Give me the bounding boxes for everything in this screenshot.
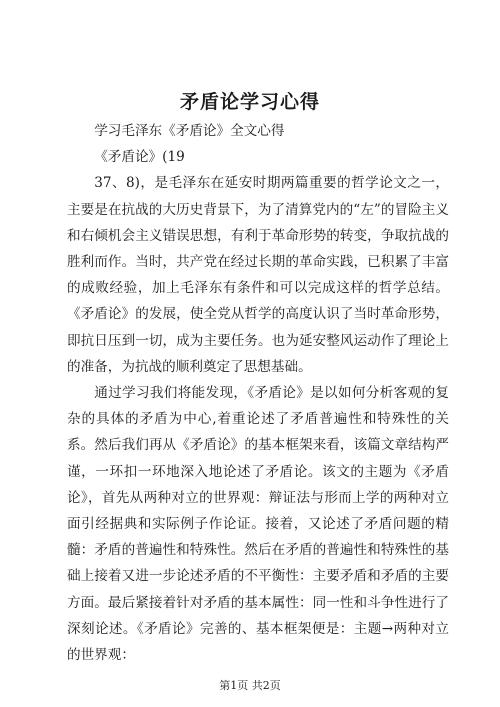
subtitle-line: 学习毛泽东《矛盾论》全文心得 bbox=[94, 123, 285, 139]
paragraph-2: 通过学习我们将能发现，《矛盾论》是以如何分析客观的复杂的具体的矛盾为中心,着重论述了矛盾普遍性和特殊性的关系。然后我们再从《矛盾论》的基本框架来看，该篇文章结构严谨，一环扣一环地深入地论述了矛盾论。该文的主题为《矛盾论》，首先从两种对立的世界观：辩证法与形而上学的两种对立面引经据典和实际例子作论证。接着，又论述了矛盾问题的精髓：矛盾的普遍性和特殊性。然后在矛盾的普遍性和特殊性的基础上接着又进一步论述矛盾的不平衡性：主要矛盾和矛盾的主要方面。最后紧接着针对矛盾的基本属性：同一性和斗争性进行了深刻论述。《矛盾论》完善的、基本框架便是：主题→两种对立的世界观： bbox=[67, 385, 449, 664]
document-body bbox=[67, 118, 449, 668]
page-footer: 第1页 共2页 bbox=[219, 679, 281, 692]
paragraph-1: 37、8)，是毛泽东在延安时期两篇重要的哲学论文之一，主要是在抗战的大历史背景下，为了清算党内的“左”的冒险主义和右倾机会主义错误思想，有利于革命形势的转变，争取抗战的胜利而作。当时，共产党在经过长期的革命实践，已积累了丰富的成败经验，加上毛泽东有条件和可以完成这样的哲学总结。《矛盾论》的发展，使全党从哲学的高度认识了当时革命形势，即抗日压到一切，成为主要任务。也为延安整风运动作了理论上的准备，为抗战的顺利奠定了思想基础。 bbox=[67, 175, 449, 375]
page-title: 矛盾论学习心得 bbox=[179, 91, 320, 113]
date-line: 《矛盾论》(19 bbox=[94, 149, 185, 166]
